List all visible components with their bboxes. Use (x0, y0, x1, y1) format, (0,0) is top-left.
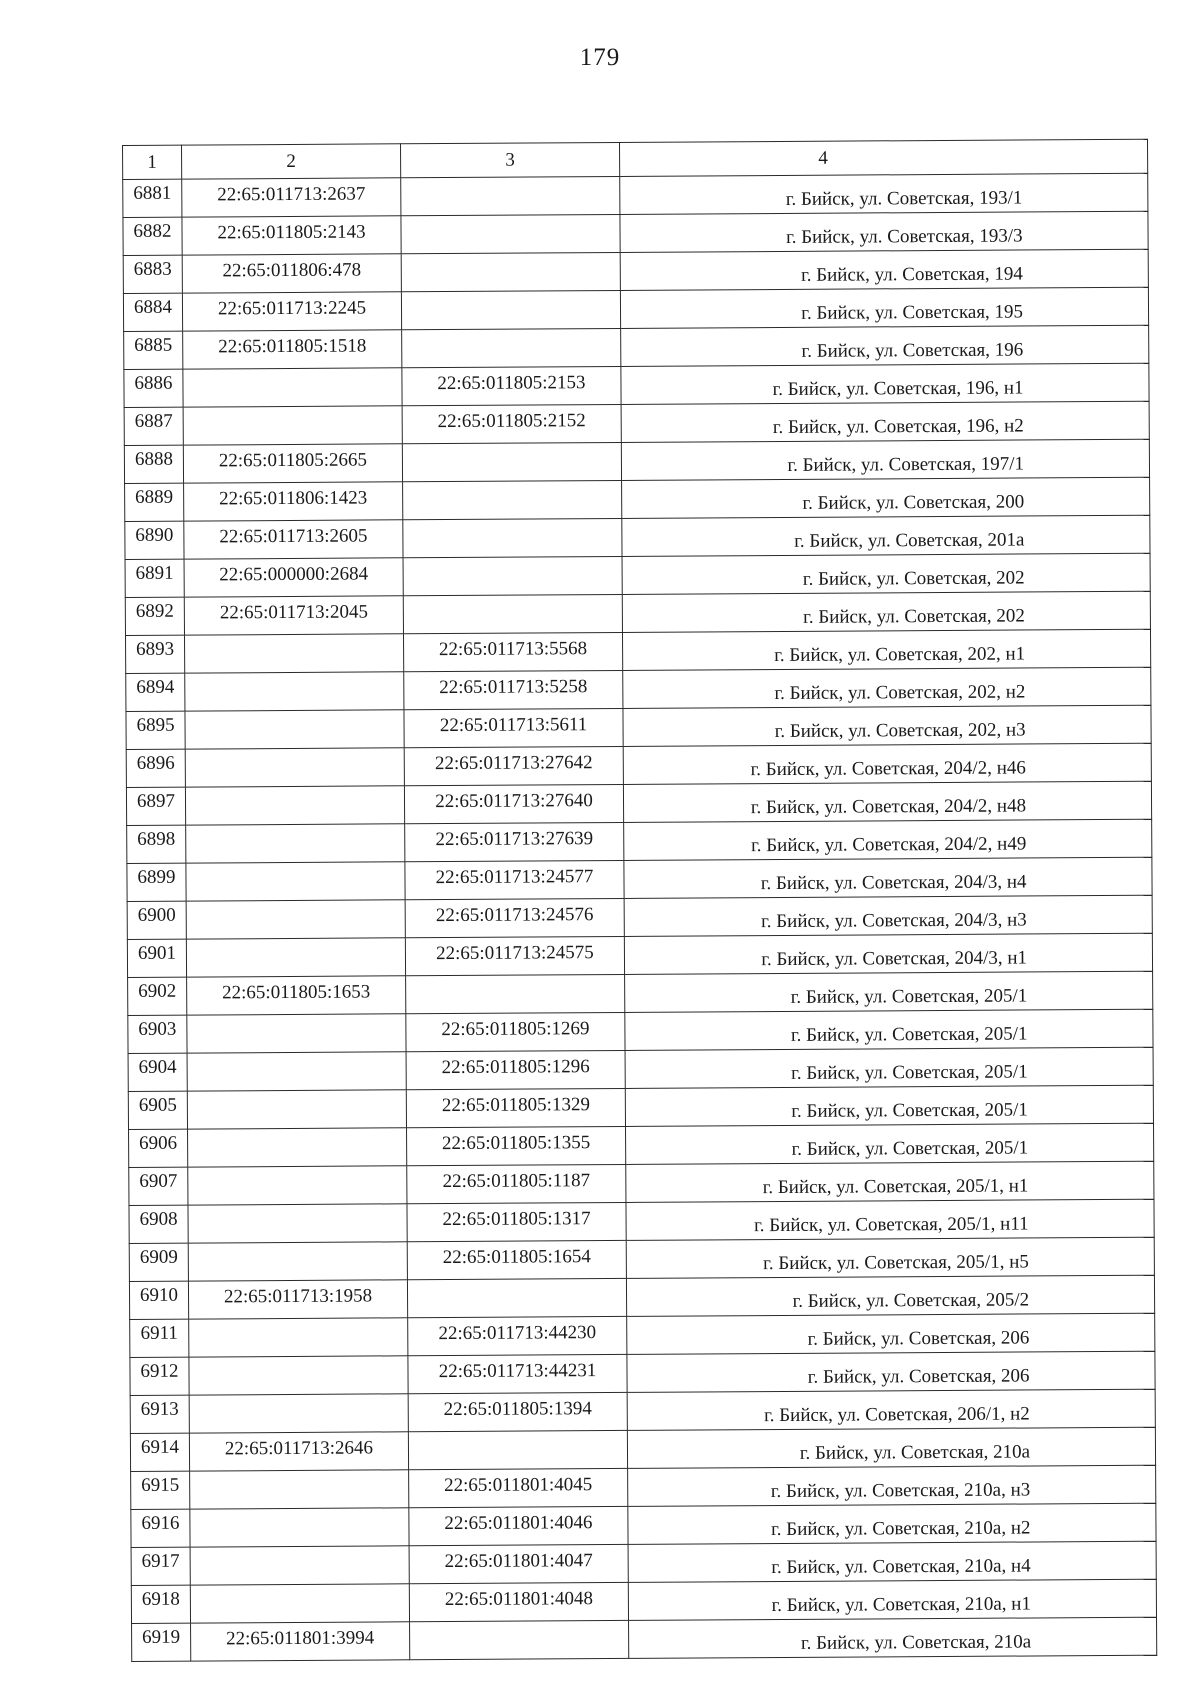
table-row (126, 781, 1151, 825)
table-row (132, 1617, 1157, 1661)
table-row (129, 1161, 1154, 1205)
cadastral-number-premises-cell: 22:65:011713:24577 (405, 860, 624, 899)
cadastral-number-premises-cell (403, 518, 622, 557)
cadastral-number-land-cell (186, 824, 405, 863)
address-cell: г. Бийск, ул. Советская, 205/1, н1 (626, 1161, 1154, 1202)
table-row (130, 1351, 1155, 1395)
cadastral-number-premises-cell (403, 480, 622, 519)
table-row (126, 743, 1151, 787)
page-number: 179 (579, 44, 621, 71)
cadastral-number-premises-cell: 22:65:011805:1187 (407, 1164, 626, 1203)
cadastral-number-land-cell: 22:65:000000:2684 (184, 558, 403, 597)
row-number-cell: 6888 (124, 445, 183, 483)
cadastral-number-land-cell: 22:65:011713:2637 (182, 178, 401, 217)
address-cell: г. Бийск, ул. Советская, 206 (627, 1313, 1155, 1354)
cadastral-number-land-cell: 22:65:011801:3994 (191, 1622, 410, 1661)
cadastral-number-premises-cell: 22:65:011801:4045 (409, 1468, 628, 1507)
cadastral-number-land-cell: 22:65:011713:2245 (182, 292, 401, 331)
cadastral-number-premises-cell (407, 1278, 626, 1317)
row-number-cell: 6919 (132, 1623, 191, 1661)
row-number-cell: 6909 (129, 1243, 188, 1281)
row-number-cell: 6912 (130, 1357, 189, 1395)
row-number-cell: 6891 (125, 559, 184, 597)
table-row (125, 477, 1150, 521)
address-cell: г. Бийск, ул. Советская, 204/3, н3 (624, 895, 1152, 936)
cadastral-number-premises-cell (401, 290, 620, 329)
table-row (128, 971, 1153, 1015)
cadastral-number-land-cell (187, 1052, 406, 1091)
address-cell: г. Бийск, ул. Советская, 206 (627, 1351, 1155, 1392)
table-row (128, 1085, 1153, 1129)
address-cell: г. Бийск, ул. Советская, 204/3, н1 (624, 933, 1152, 974)
cadastral-number-premises-cell: 22:65:011713:5258 (404, 670, 623, 709)
cadastral-number-land-cell (183, 406, 402, 445)
address-cell: г. Бийск, ул. Советская, 195 (620, 287, 1148, 328)
row-number-cell: 6894 (126, 673, 185, 711)
address-cell: г. Бийск, ул. Советская, 196 (621, 325, 1149, 366)
row-number-cell: 6899 (127, 863, 186, 901)
address-cell: г. Бийск, ул. Советская, 194 (620, 249, 1148, 290)
address-cell: г. Бийск, ул. Советская, 205/1 (625, 1009, 1153, 1050)
cadastral-number-premises-cell: 22:65:011801:4047 (409, 1544, 628, 1583)
address-cell: г. Бийск, ул. Советская, 204/2, н49 (624, 819, 1152, 860)
row-number-cell: 6910 (129, 1281, 188, 1319)
table-row (128, 1047, 1153, 1091)
cadastral-number-premises-cell (410, 1620, 629, 1659)
cadastral-number-land-cell (185, 672, 404, 711)
cadastral-number-premises-cell (401, 176, 620, 215)
row-number-cell: 6905 (128, 1091, 187, 1129)
row-number-cell: 6916 (131, 1509, 190, 1547)
cadastral-number-land-cell: 22:65:011805:2143 (182, 216, 401, 255)
cadastral-number-premises-cell (401, 214, 620, 253)
row-number-cell: 6897 (126, 787, 185, 825)
address-cell: г. Бийск, ул. Советская, 205/1, н5 (626, 1237, 1154, 1278)
table-row (126, 705, 1151, 749)
address-cell: г. Бийск, ул. Советская, 196, н2 (621, 401, 1149, 442)
table-row (130, 1427, 1155, 1471)
address-cell: г. Бийск, ул. Советская, 210а (627, 1427, 1155, 1468)
row-number-cell: 6908 (129, 1205, 188, 1243)
row-number-cell: 6901 (127, 939, 186, 977)
column-header-4: 4 (619, 139, 1147, 176)
table-row (127, 819, 1152, 863)
cadastral-number-premises-cell: 22:65:011801:4048 (409, 1582, 628, 1621)
cadastral-number-land-cell: 22:65:011713:2646 (189, 1432, 408, 1471)
cadastral-number-land-cell (186, 862, 405, 901)
cadastral-number-premises-cell: 22:65:011805:2153 (402, 366, 621, 405)
cadastral-number-land-cell (184, 634, 403, 673)
row-number-cell: 6907 (129, 1167, 188, 1205)
cadastral-number-land-cell (189, 1318, 408, 1357)
table-row (127, 857, 1152, 901)
address-cell: г. Бийск, ул. Советская, 210а, н1 (628, 1579, 1156, 1620)
table-row (129, 1275, 1154, 1319)
address-cell: г. Бийск, ул. Советская, 197/1 (621, 439, 1149, 480)
cadastral-number-premises-cell (403, 594, 622, 633)
cadastral-number-premises-cell: 22:65:011713:44231 (408, 1354, 627, 1393)
cadastral-number-premises-cell: 22:65:011713:5568 (403, 632, 622, 671)
row-number-cell: 6915 (131, 1471, 190, 1509)
row-number-cell: 6887 (124, 407, 183, 445)
table-row (124, 325, 1149, 369)
cadastral-number-land-cell (189, 1356, 408, 1395)
row-number-cell: 6898 (127, 825, 186, 863)
row-number-cell: 6911 (130, 1319, 189, 1357)
address-cell: г. Бийск, ул. Советская, 204/2, н48 (623, 781, 1151, 822)
cadastral-number-premises-cell: 22:65:011805:2152 (402, 404, 621, 443)
cadastral-number-premises-cell (402, 442, 621, 481)
address-cell: г. Бийск, ул. Советская, 201а (622, 515, 1150, 556)
address-cell: г. Бийск, ул. Советская, 206/1, н2 (627, 1389, 1155, 1430)
row-number-cell: 6906 (129, 1129, 188, 1167)
address-cell: г. Бийск, ул. Советская, 193/3 (620, 211, 1148, 252)
table-row (124, 363, 1149, 407)
address-cell: г. Бийск, ул. Советская, 205/1 (625, 1085, 1153, 1126)
row-number-cell: 6913 (130, 1395, 189, 1433)
row-number-cell: 6902 (128, 977, 187, 1015)
row-number-cell: 6881 (123, 179, 182, 217)
cadastral-number-land-cell: 22:65:011805:1653 (187, 976, 406, 1015)
cadastral-number-land-cell (190, 1546, 409, 1585)
cadastral-number-land-cell (187, 1014, 406, 1053)
table-row (125, 629, 1150, 673)
table-row (129, 1237, 1154, 1281)
table-body (123, 173, 1157, 1661)
address-cell: г. Бийск, ул. Советская, 200 (622, 477, 1150, 518)
cadastral-number-land-cell (188, 1242, 407, 1281)
cadastral-number-premises-cell: 22:65:011713:44230 (408, 1316, 627, 1355)
row-number-cell: 6896 (126, 749, 185, 787)
cadastral-number-land-cell (189, 1394, 408, 1433)
row-number-cell: 6890 (125, 521, 184, 559)
row-number-cell: 6886 (124, 369, 183, 407)
cadastral-number-premises-cell: 22:65:011805:1394 (408, 1392, 627, 1431)
table-row (130, 1313, 1155, 1357)
address-cell: г. Бийск, ул. Советская, 210а (629, 1617, 1157, 1658)
cadastral-number-land-cell (188, 1166, 407, 1205)
address-cell: г. Бийск, ул. Советская, 202, н3 (623, 705, 1151, 746)
table-row (127, 895, 1152, 939)
table-row (123, 173, 1148, 217)
row-number-cell: 6900 (127, 901, 186, 939)
cadastral-number-land-cell (187, 1090, 406, 1129)
cadastral-number-premises-cell: 22:65:011805:1329 (406, 1088, 625, 1127)
cadastral-number-land-cell (186, 900, 405, 939)
cadastral-number-land-cell: 22:65:011806:478 (182, 254, 401, 293)
cadastral-number-premises-cell (406, 974, 625, 1013)
table-row (123, 287, 1148, 331)
address-cell: г. Бийск, ул. Советская, 196, н1 (621, 363, 1149, 404)
cadastral-number-premises-cell (402, 328, 621, 367)
cadastral-number-land-cell: 22:65:011713:2045 (184, 596, 403, 635)
address-cell: г. Бийск, ул. Советская, 210а, н3 (628, 1465, 1156, 1506)
table-row (131, 1503, 1156, 1547)
cadastral-number-premises-cell: 22:65:011713:5611 (404, 708, 623, 747)
table-row (124, 401, 1149, 445)
table-row (131, 1465, 1156, 1509)
cadastral-number-premises-cell: 22:65:011713:27642 (404, 746, 623, 785)
cadastral-number-land-cell: 22:65:011713:2605 (184, 520, 403, 559)
address-cell: г. Бийск, ул. Советская, 202 (622, 553, 1150, 594)
table-row (128, 1009, 1153, 1053)
row-number-cell: 6903 (128, 1015, 187, 1053)
cadastral-number-premises-cell (401, 252, 620, 291)
cadastral-number-land-cell (190, 1508, 409, 1547)
cadastral-number-land-cell (186, 938, 405, 977)
address-cell: г. Бийск, ул. Советская, 204/3, н4 (624, 857, 1152, 898)
table-row (123, 211, 1148, 255)
row-number-cell: 6918 (131, 1585, 190, 1623)
cadastral-number-premises-cell: 22:65:011805:1355 (407, 1126, 626, 1165)
cadastral-number-land-cell (190, 1470, 409, 1509)
cadastral-number-premises-cell: 22:65:011713:27639 (405, 822, 624, 861)
row-number-cell: 6892 (125, 597, 184, 635)
cadastral-number-land-cell: 22:65:011805:1518 (183, 330, 402, 369)
table-row (125, 553, 1150, 597)
cadastral-number-land-cell (188, 1128, 407, 1167)
registry-table (122, 139, 1157, 1662)
address-cell: г. Бийск, ул. Советская, 205/1 (625, 1047, 1153, 1088)
cadastral-number-premises-cell: 22:65:011713:24575 (405, 936, 624, 975)
row-number-cell: 6889 (125, 483, 184, 521)
cadastral-number-land-cell (183, 368, 402, 407)
column-header-1: 1 (123, 145, 182, 179)
address-cell: г. Бийск, ул. Советская, 202, н1 (622, 629, 1150, 670)
address-cell: г. Бийск, ул. Советская, 193/1 (620, 173, 1148, 214)
table-row (126, 667, 1151, 711)
address-cell: г. Бийск, ул. Советская, 210а, н4 (628, 1541, 1156, 1582)
cadastral-number-premises-cell: 22:65:011805:1654 (407, 1240, 626, 1279)
cadastral-number-land-cell (185, 710, 404, 749)
table-row (125, 515, 1150, 559)
row-number-cell: 6895 (126, 711, 185, 749)
table-row (129, 1123, 1154, 1167)
address-cell: г. Бийск, ул. Советская, 205/2 (626, 1275, 1154, 1316)
table-row (127, 933, 1152, 977)
address-cell: г. Бийск, ул. Советская, 205/1 (626, 1123, 1154, 1164)
table-row (124, 439, 1149, 483)
cadastral-number-land-cell (185, 786, 404, 825)
row-number-cell: 6893 (125, 635, 184, 673)
cadastral-number-land-cell (190, 1584, 409, 1623)
table-row (131, 1541, 1156, 1585)
cadastral-number-premises-cell: 22:65:011805:1296 (406, 1050, 625, 1089)
cadastral-number-land-cell (185, 748, 404, 787)
cadastral-number-premises-cell: 22:65:011801:4046 (409, 1506, 628, 1545)
row-number-cell: 6884 (123, 293, 182, 331)
address-cell: г. Бийск, ул. Советская, 202, н2 (623, 667, 1151, 708)
cadastral-number-land-cell (188, 1204, 407, 1243)
address-cell: г. Бийск, ул. Советская, 205/1, н11 (626, 1199, 1154, 1240)
address-cell: г. Бийск, ул. Советская, 202 (622, 591, 1150, 632)
address-cell: г. Бийск, ул. Советская, 204/2, н46 (623, 743, 1151, 784)
row-number-cell: 6904 (128, 1053, 187, 1091)
cadastral-number-premises-cell (403, 556, 622, 595)
row-number-cell: 6917 (131, 1547, 190, 1585)
cadastral-number-land-cell: 22:65:011805:2665 (183, 444, 402, 483)
cadastral-number-premises-cell: 22:65:011805:1317 (407, 1202, 626, 1241)
table-row (129, 1199, 1154, 1243)
cadastral-number-premises-cell (408, 1430, 627, 1469)
row-number-cell: 6882 (123, 217, 182, 255)
cadastral-number-land-cell: 22:65:011806:1423 (184, 482, 403, 521)
cadastral-number-premises-cell: 22:65:011713:27640 (404, 784, 623, 823)
table-row (130, 1389, 1155, 1433)
cadastral-number-premises-cell: 22:65:011713:24576 (405, 898, 624, 937)
row-number-cell: 6885 (124, 331, 183, 369)
table-row (123, 249, 1148, 293)
address-cell: г. Бийск, ул. Советская, 210а, н2 (628, 1503, 1156, 1544)
cadastral-number-land-cell: 22:65:011713:1958 (188, 1280, 407, 1319)
address-cell: г. Бийск, ул. Советская, 205/1 (625, 971, 1153, 1012)
row-number-cell: 6883 (123, 255, 182, 293)
table-row (131, 1579, 1156, 1623)
column-header-3: 3 (400, 142, 619, 177)
table-row (125, 591, 1150, 635)
cadastral-number-premises-cell: 22:65:011805:1269 (406, 1012, 625, 1051)
column-header-2: 2 (182, 144, 401, 179)
row-number-cell: 6914 (130, 1433, 189, 1471)
